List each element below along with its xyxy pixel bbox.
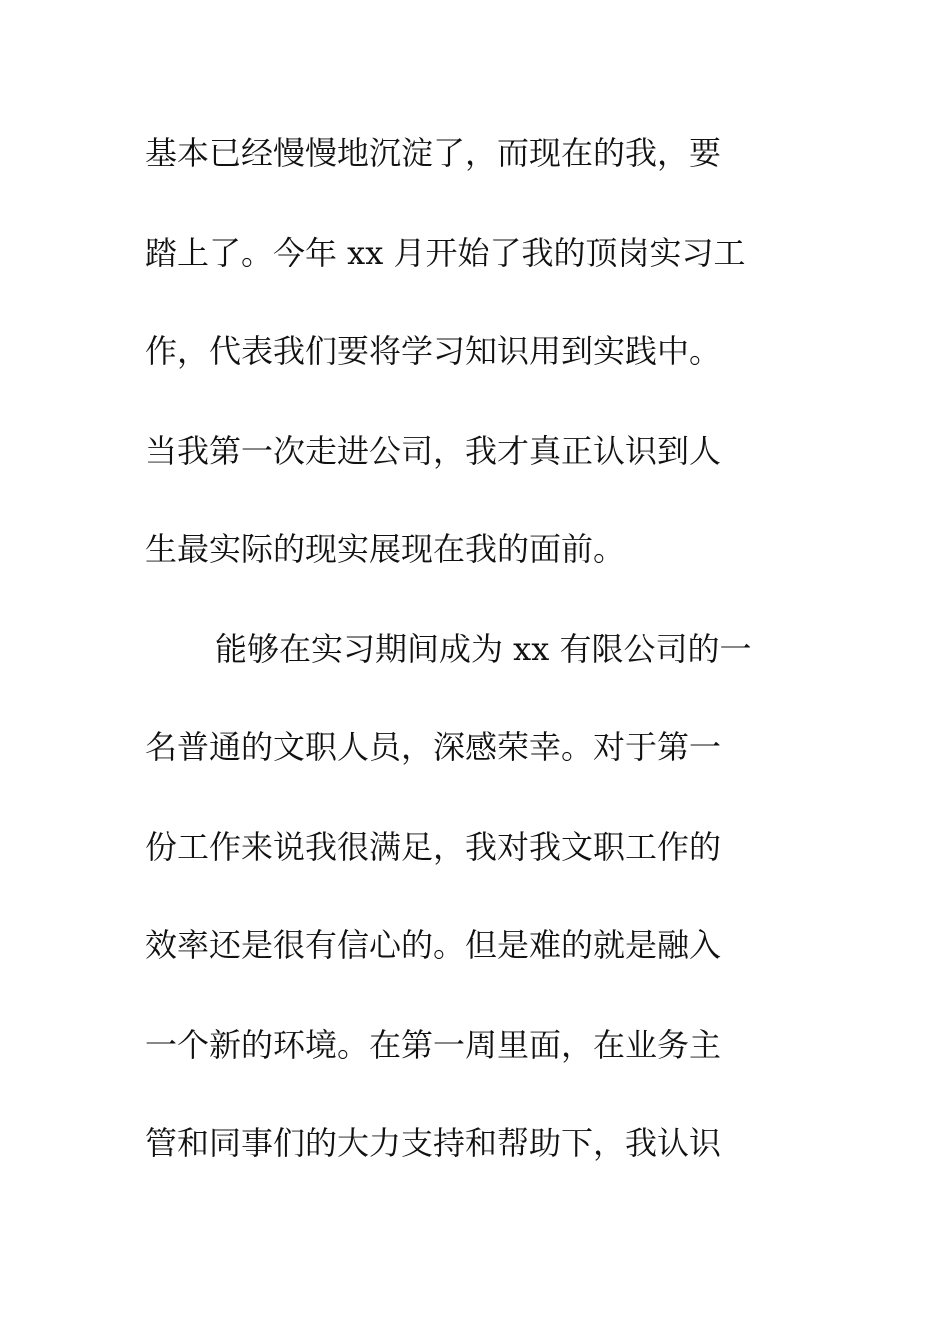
paragraph-line: 份工作来说我很满足，我对我文职工作的 [145, 828, 722, 866]
paragraph-first-line: 能够在实习期间成为 xx 有限公司的一 [215, 630, 752, 668]
paragraph-line: 作，代表我们要将学习知识用到实践中。 [145, 332, 722, 370]
paragraph-line: 生最实际的现实展现在我的面前。 [145, 530, 626, 568]
paragraph-line: 效率还是很有信心的。但是难的就是融入 [145, 926, 722, 964]
paragraph-line: 管和同事们的大力支持和帮助下，我认识 [145, 1124, 722, 1162]
paragraph-line: 踏上了。今年 xx 月开始了我的顶岗实习工 [145, 234, 746, 272]
paragraph-line: 基本已经慢慢地沉淀了，而现在的我，要 [145, 134, 722, 172]
paragraph-line: 当我第一次走进公司，我才真正认识到人 [145, 432, 722, 470]
paragraph-line: 名普通的文职人员，深感荣幸。对于第一 [145, 728, 722, 766]
paragraph-line: 一个新的环境。在第一周里面，在业务主 [145, 1026, 722, 1064]
